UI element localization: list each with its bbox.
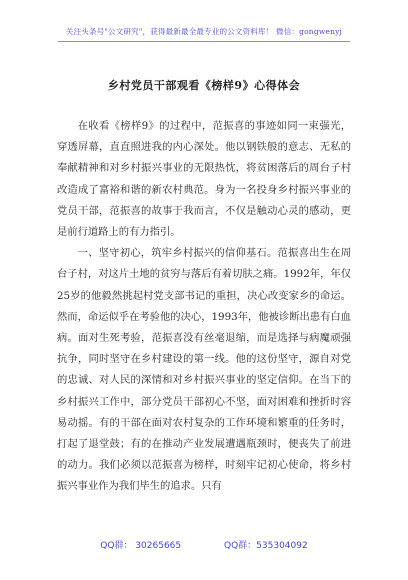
footer-qq-group-1: QQ群： 30265665 — [100, 541, 182, 551]
paragraph-section-one: 一、坚守初心，筑牢乡村振兴的信仰基石。范振喜出生在周台子村，对这片土地的贫穷与落后有着切肤之痛。1992年，年仅25岁的他毅然挑起村党支部书记的重担，决心改变家乡的命运。然而，命运似乎在考验他的决心，1993年，他被诊断出患有白血病。面对生死考验，范振喜没有丝毫退缩，而是选择与病魔顽强抗争，同时坚守在乡村建设的第一线。他的这份坚守，源自对党的忠诚、对人民的深情和对乡村振兴事业的坚定信仰。在当下的乡村振兴工作中，部分党员干部初心不坚，面对困难和挫折时容易动摇。有的干部在面对农村复杂的工作环境和繁重的任务时，打起了退堂鼓；有的在推动产业发展遭遇瓶颈时，便丧失了前进的动力。我们必须以范振喜为榜样，时刻牢记初心使命，将乡村振兴事业作为我们毕生的追求。只有 — [57, 247, 351, 493]
footer — [0, 538, 408, 551]
document-body — [57, 116, 351, 498]
header-divider — [58, 41, 350, 42]
header-banner: 关注头条号"公文研究"，获得最新最全最专业的公文资料库！ 微信：gongwenyj — [65, 27, 343, 36]
document-title: 乡村党员干部观看《榜样9》心得体会 — [107, 79, 301, 92]
paragraph-intro: 在收看《榜样9》的过程中，范振喜的事迹如同一束强光，穿透屏幕，直直照进我的内心深处。他以钢铁般的意志、无私的奉献精神和对乡村振兴事业的无限热忱，将贫困落后的周台子村改造成了富裕和谐的新农村典范。身为一名投身乡村振兴事业的党员干部，范振喜的故事于我而言，不仅是触动心灵的感动，更是前行道路上的有力指引。 — [57, 120, 351, 239]
footer-qq-group-2: QQ群：535304092 — [224, 541, 308, 551]
